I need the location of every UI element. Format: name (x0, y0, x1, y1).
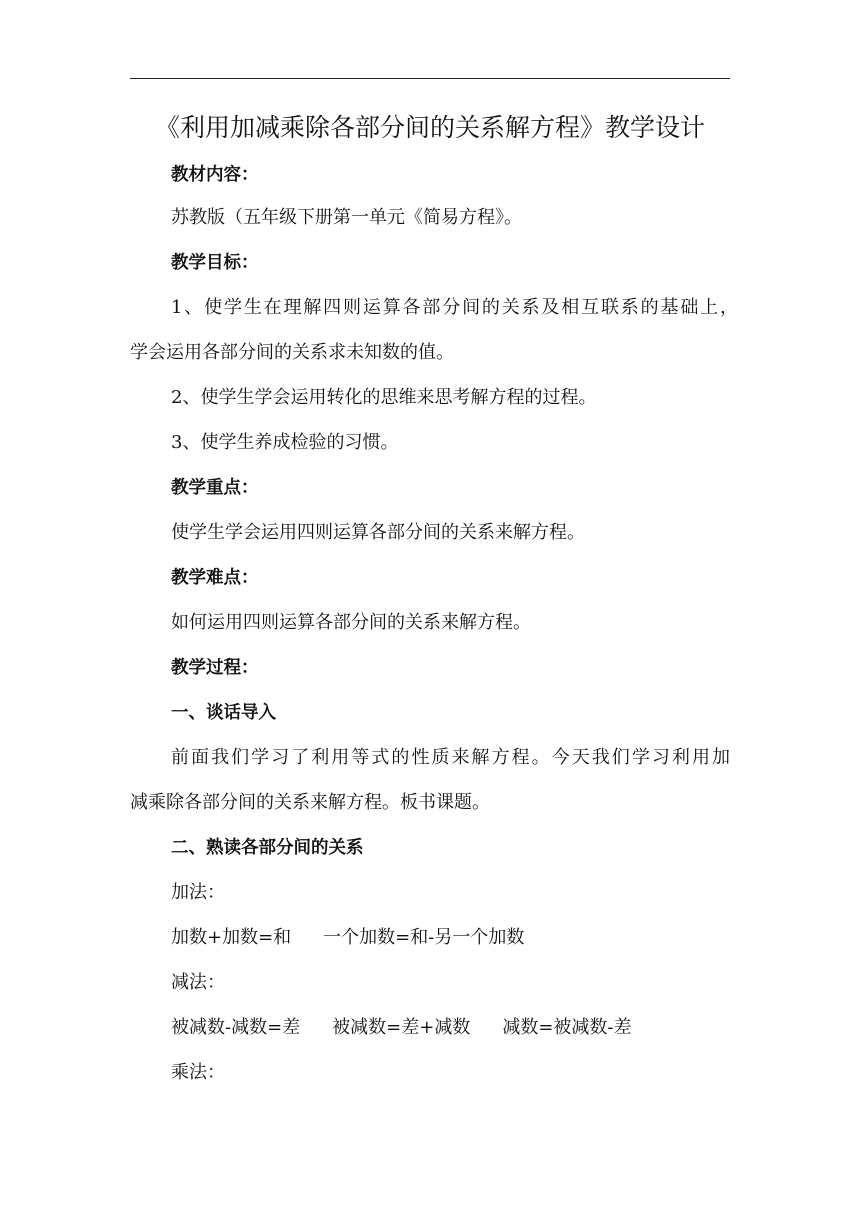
difficulty-heading: 教学难点： (171, 568, 259, 588)
section-2-heading: 二、熟读各部分间的关系 (171, 838, 364, 858)
subtraction-formulas (130, 1013, 730, 1043)
multiplication-label: 乘法： (171, 1062, 225, 1083)
section-1-heading: 一、谈话导入 (171, 703, 276, 723)
goals-heading: 教学目标： (171, 253, 259, 273)
document-title: 《利用加减乘除各部分间的关系解方程》教学设计 (154, 113, 705, 142)
goal-1-line-1: 1、使学生在理解四则运算各部分间的关系及相互联系的基础上， (171, 297, 738, 318)
subtraction-label: 减法： (171, 972, 225, 993)
process-heading: 教学过程： (171, 658, 259, 678)
material-text: 苏教版（五年级下册第一单元《简易方程》。 (171, 207, 522, 228)
section-1-line-1: 前面我们学习了利用等式的性质来解方程。今天我们学习利用加 (171, 747, 730, 768)
addition-formula: 加数+加数=和 (171, 927, 292, 948)
section-1-line-2: 减乘除各部分间的关系来解方程。板书课题。 (130, 792, 490, 813)
key-points-text: 使学生学会运用四则运算各部分间的关系来解方程。 (171, 522, 585, 543)
goal-2: 2、使学生学会运用转化的思维来思考解方程的过程。 (171, 387, 597, 408)
goal-1-line-2: 学会运用各部分间的关系求未知数的值。 (130, 342, 454, 363)
key-points-heading: 教学重点： (171, 478, 259, 498)
goal-3: 3、使学生养成检验的习惯。 (171, 432, 399, 453)
difficulty-text: 如何运用四则运算各部分间的关系来解方程。 (171, 612, 531, 633)
subtraction-formula: 减数=被减数-差 (502, 1017, 632, 1038)
subtraction-formula: 被减数=差+减数 (332, 1017, 471, 1038)
subtraction-formula: 被减数-减数=差 (171, 1017, 301, 1038)
addition-formulas (130, 923, 730, 953)
addition-formula: 一个加数=和-另一个加数 (323, 927, 525, 948)
material-heading: 教材内容： (171, 165, 259, 185)
header-rule (130, 78, 730, 79)
addition-label: 加法： (171, 882, 225, 903)
